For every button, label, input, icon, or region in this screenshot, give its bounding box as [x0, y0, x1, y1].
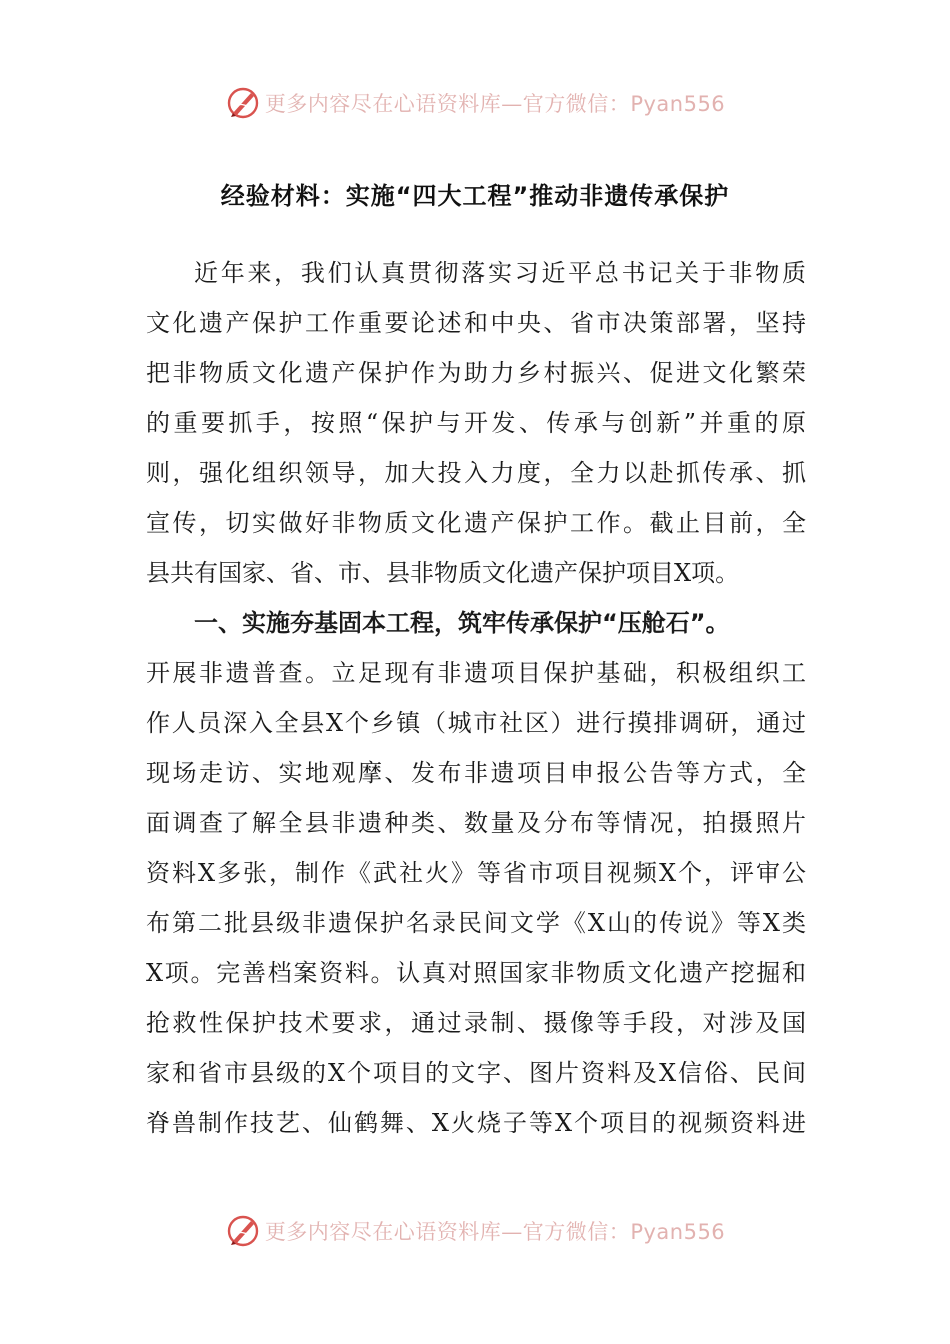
- pen-logo-icon: [225, 1213, 261, 1249]
- paragraph-line: 资料X多张，制作《武社火》等省市项目视频X个，评审公: [146, 859, 806, 887]
- document-body: [146, 248, 806, 1148]
- document-title: 经验材料：实施“四大工程”推动非遗传承保护: [220, 182, 730, 210]
- paragraph-line: 脊兽制作技艺、仙鹤舞、X火烧子等X个项目的视频资料进: [146, 1109, 806, 1137]
- paragraph-line: 抢救性保护技术要求，通过录制、摄像等手段，对涉及国: [146, 1009, 806, 1037]
- paragraph-line: 则，强化组织领导，加大投入力度，全力以赴抓传承、抓: [146, 459, 806, 487]
- paragraph-line: 文化遗产保护工作重要论述和中央、省市决策部署，坚持: [146, 309, 806, 337]
- paragraph-line: 现场走访、实地观摩、发布非遗项目申报公告等方式，全: [146, 759, 806, 787]
- paragraph-line: 的重要抓手，按照“保护与开发、传承与创新”并重的原: [146, 409, 806, 437]
- watermark-banner-bottom: [0, 1206, 950, 1256]
- watermark-text: 更多内容尽在心语资料库—官方微信：Pyan556: [264, 1220, 726, 1244]
- watermark-banner-top: [0, 78, 950, 128]
- pen-logo-icon: [225, 85, 261, 121]
- paragraph-line: 近年来，我们认真贯彻落实习近平总书记关于非物质: [194, 259, 806, 287]
- paragraph-line: 把非物质文化遗产保护作为助力乡村振兴、促进文化繁荣: [146, 359, 806, 387]
- paragraph-line: 作人员深入全县X个乡镇（城市社区）进行摸排调研，通过: [146, 709, 806, 737]
- paragraph-line: 面调查了解全县非遗种类、数量及分布等情况，拍摄照片: [146, 809, 806, 837]
- paragraph-line: 家和省市县级的X个项目的文字、图片资料及X信俗、民间: [146, 1059, 806, 1087]
- paragraph-line: 布第二批县级非遗保护名录民间文学《X山的传说》等X类: [146, 909, 806, 937]
- section-heading: 一、实施夯基固本工程，筑牢传承保护“压舱石”。: [194, 609, 730, 637]
- paragraph-line: 开展非遗普查。立足现有非遗项目保护基础，积极组织工: [146, 659, 806, 687]
- paragraph-line: X项。完善档案资料。认真对照国家非物质文化遗产挖掘和: [146, 959, 806, 987]
- paragraph-line: 县共有国家、省、市、县非物质文化遗产保护项目X项。: [146, 559, 740, 587]
- wechat-id: Pyan556: [630, 1220, 726, 1244]
- paragraph-line: 宣传，切实做好非物质文化遗产保护工作。截止目前，全: [146, 509, 806, 537]
- watermark-text: 更多内容尽在心语资料库—官方微信：Pyan556: [264, 92, 726, 116]
- wechat-id: Pyan556: [630, 92, 726, 116]
